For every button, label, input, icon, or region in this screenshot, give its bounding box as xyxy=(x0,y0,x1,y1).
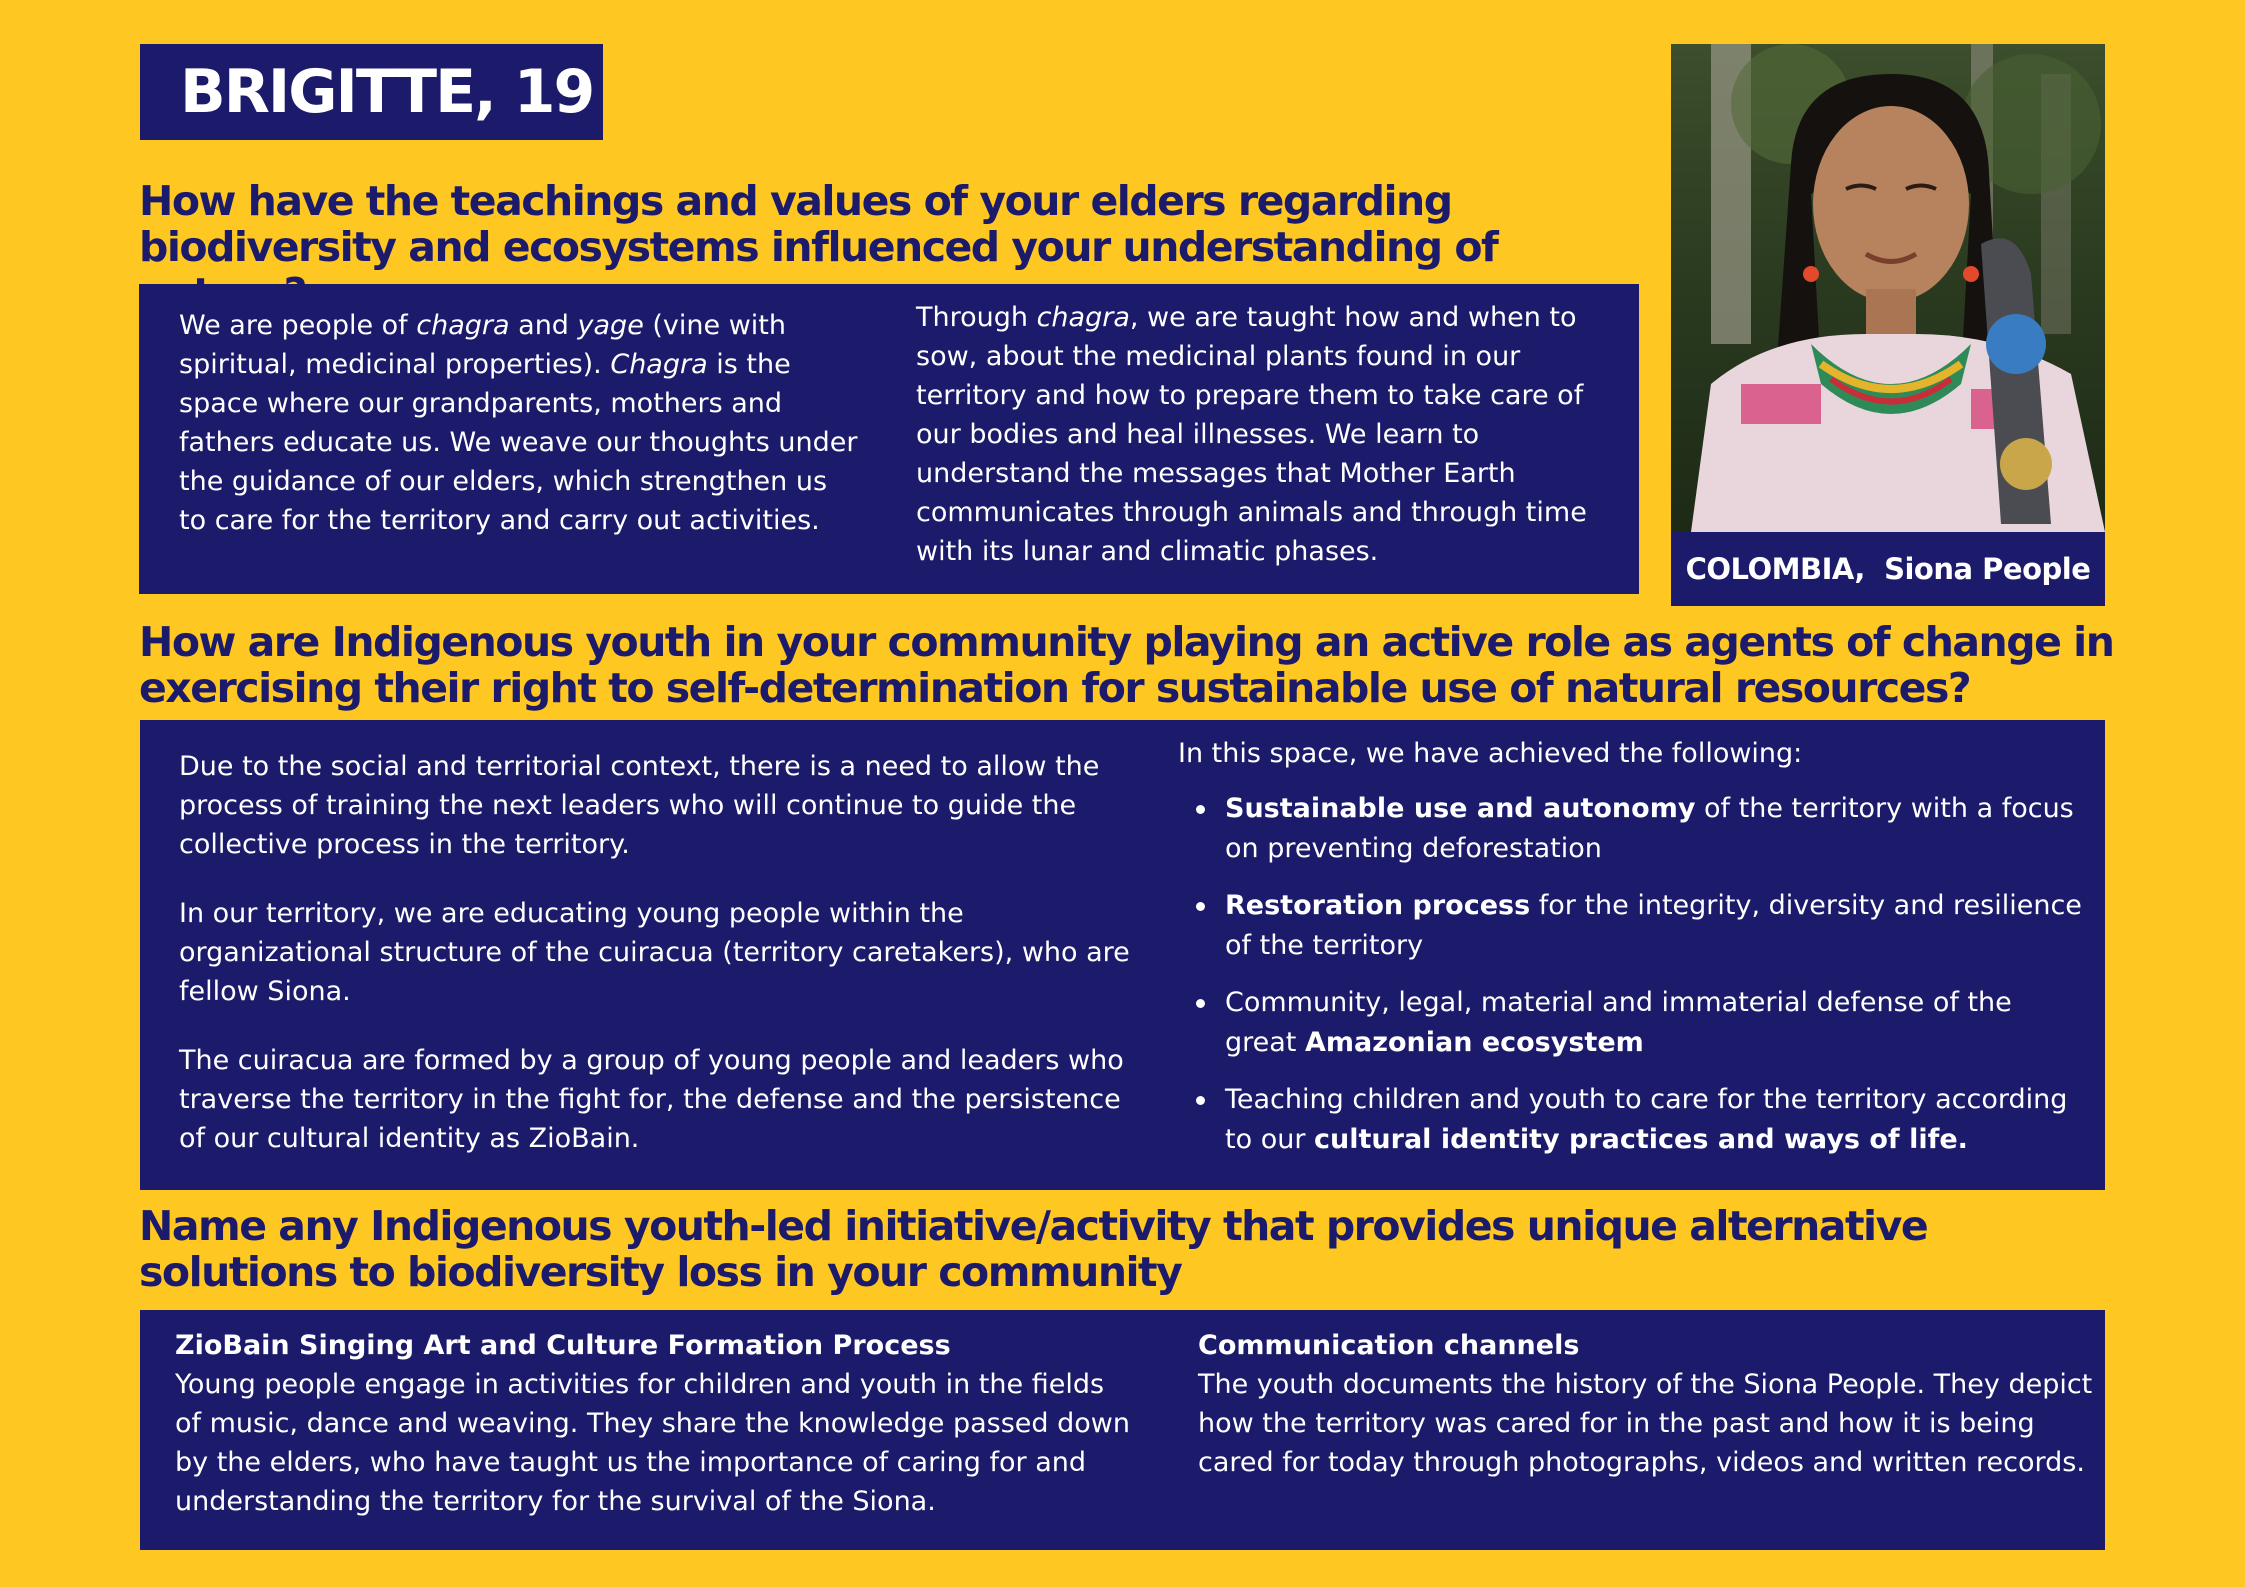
initiative-2-title: Communication channels xyxy=(1198,1330,1580,1361)
answer-1-left-paragraph: We are people of chagra and yage (vine with spiritual, medicinal properties). Chagra is the space where our grandparents, mothers and fathers educate us. We weave our thoughts under the guidance of our elders, which strengthen us to care for the territory and carry out activities. xyxy=(179,310,858,536)
achievement-item: Teaching children and youth to care for the territory according to our cultural identity practices and ways of life. xyxy=(1178,1080,2088,1160)
answer-3-box xyxy=(140,1310,2105,1550)
bullet-icon xyxy=(1196,805,1205,814)
answer-2-right-column xyxy=(1178,734,2088,1177)
name-age-text: BRIGITTE, 19 xyxy=(180,57,594,127)
answer-1-box xyxy=(139,284,1639,594)
question-3-heading: Name any Indigenous youth-led initiative/activity that provides unique alternative solutions to biodiversity loss in your community xyxy=(139,1202,1928,1296)
question-2-heading: How are Indigenous youth in your community playing an active role as agents of change in exercising their right to self-determination for sustainable use of natural resources? xyxy=(139,618,2114,712)
initiative-1-text: Young people engage in activities for children and youth in the fields of music, dance and weaving. They share the knowledge passed down by the elders, who have taught us the importance of caring for and understanding the territory for the survival of the Siona. xyxy=(175,1369,1130,1517)
achievement-item: Sustainable use and autonomy of the territory with a focus on preventing deforestation xyxy=(1178,789,2088,869)
answer-2-paragraph-1: Due to the social and territorial context, there is a need to allow the process of training the next leaders who will continue to guide the collective process in the territory. xyxy=(179,751,1100,860)
initiative-1-title: ZioBain Singing Art and Culture Formation Process xyxy=(175,1330,951,1361)
portrait-photo-icon xyxy=(1671,44,2105,532)
people-label: Siona People xyxy=(1884,552,2091,586)
achievements-intro: In this space, we have achieved the following: xyxy=(1178,738,1803,769)
initiative-1 xyxy=(175,1326,1135,1521)
initiative-2 xyxy=(1198,1326,2098,1482)
bullet-icon xyxy=(1196,999,1205,1008)
name-age-badge xyxy=(140,44,603,140)
country-label: COLOMBIA, xyxy=(1685,552,1865,586)
bullet-icon xyxy=(1196,902,1205,911)
achievements-list xyxy=(1178,789,2088,1160)
answer-2-box xyxy=(140,720,2105,1190)
answer-2-paragraph-2: In our territory, we are educating young people within the organizational structure of the cuiracua (territory caretakers), who are fellow Siona. xyxy=(179,898,1130,1007)
achievement-item: Restoration process for the integrity, diversity and resilience of the territory xyxy=(1178,886,2088,966)
answer-2-paragraph-3: The cuiracua are formed by a group of young people and leaders who traverse the territory in the fight for, the defense and the persistence of our cultural identity as ZioBain. xyxy=(179,1045,1124,1154)
initiative-2-text: The youth documents the history of the Siona People. They depict how the territory was cared for in the past and how it is being cared for today through photographs, videos and written records. xyxy=(1198,1369,2093,1478)
question-1-heading: How have the teachings and values of your elders regarding biodiversity and ecosystems influenced your understanding of xyxy=(139,177,1498,271)
answer-2-left-column xyxy=(179,747,1139,1158)
achievement-item: Community, legal, material and immaterial defense of the great Amazonian ecosystem xyxy=(1178,983,2088,1063)
portrait-photo xyxy=(1671,44,2105,532)
answer-1-right-paragraph: Through chagra, we are taught how and when to sow, about the medicinal plants found in our territory and how to prepare them to take care of our bodies and heal illnesses. We learn to understand the messages that Mother Earth communicates through animals and through time with its lunar and climatic phases. xyxy=(916,302,1587,567)
bullet-icon xyxy=(1196,1096,1205,1105)
location-caption xyxy=(1671,532,2105,606)
